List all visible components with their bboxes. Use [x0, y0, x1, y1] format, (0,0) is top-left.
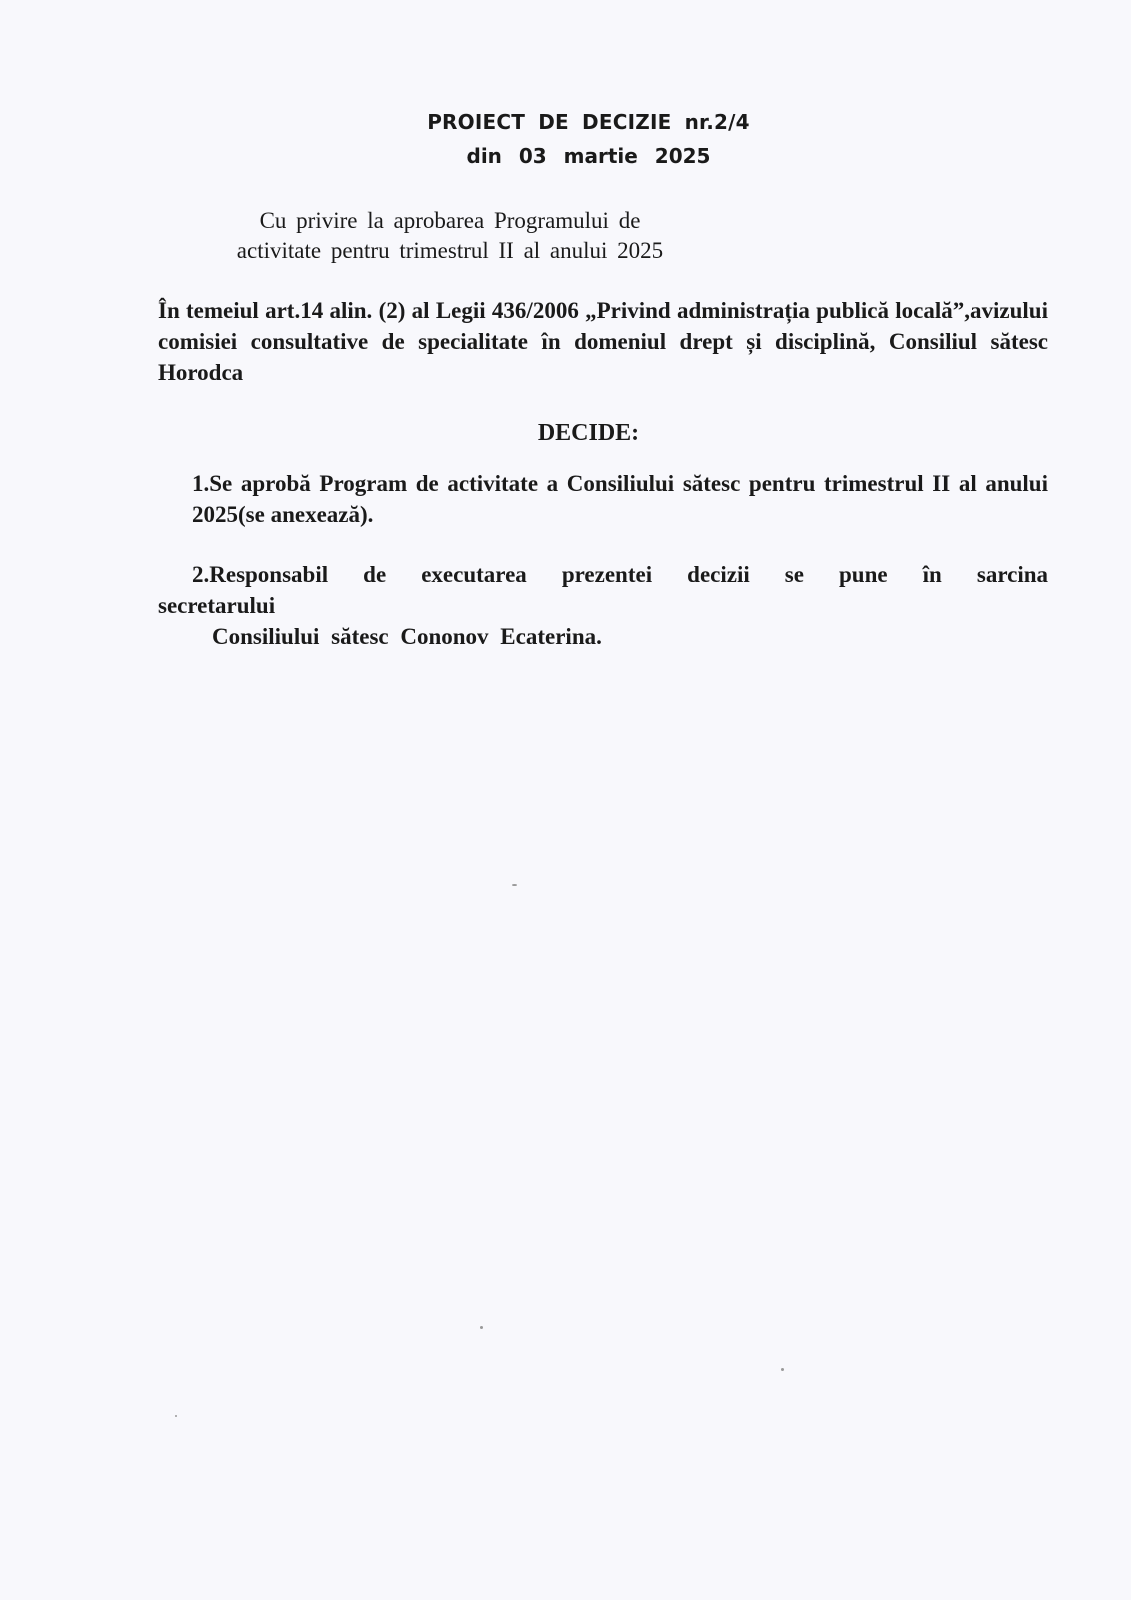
preamble-paragraph: În temeiul art.14 alin. (2) al Legii 436/2006 „Privind administrația publică locală”,avizului comisiei consultative de specialitate în domeniul drept și disciplină, Consiliul sătesc Horodca: [158, 298, 1048, 385]
document-date: din 03 martie 2025: [466, 144, 711, 168]
scan-speck: [781, 1368, 784, 1371]
scan-speck: [512, 884, 517, 886]
document-subject: [185, 206, 715, 266]
scan-speck: [480, 1326, 483, 1329]
decision-item-2-line-2: secretarului: [158, 593, 276, 618]
decision-item-2-line-3: Consiliului sătesc Cononov Ecaterina.: [212, 624, 602, 649]
decision-item-1: 1.Se aprobă Program de activitate a Consiliului sătesc pentru trimestrul II al anului 2025(se anexează).: [192, 471, 1048, 527]
decision-item-2-line-1: 2.Responsabil de executarea prezentei decizii se pune în sarcina: [192, 562, 1048, 587]
decide-heading: DECIDE:: [537, 420, 640, 446]
subject-line-2: activitate pentru trimestrul II al anului 2025: [236, 238, 664, 263]
decision-item-2: [158, 559, 1048, 652]
document-title: PROIECT DE DECIZIE nr.2/4: [427, 110, 750, 134]
subject-line-1: Cu privire la aprobarea Programului de: [259, 208, 641, 233]
scan-speck: [175, 1415, 177, 1417]
